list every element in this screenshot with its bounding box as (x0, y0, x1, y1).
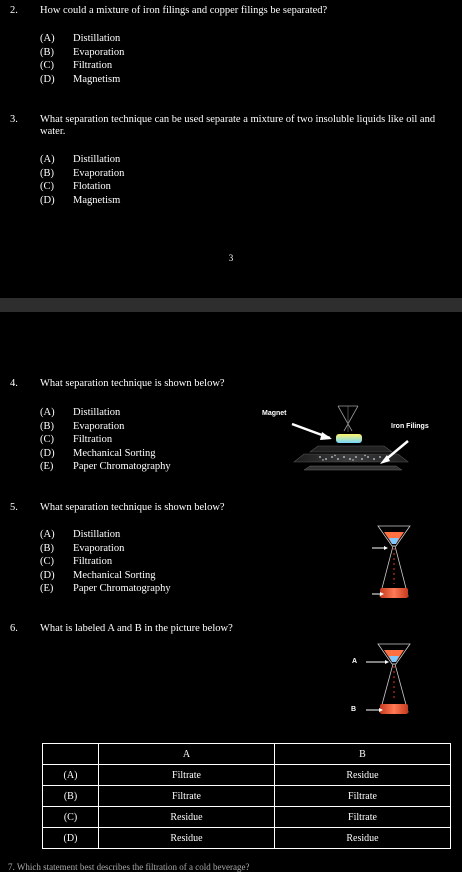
question-5-number: 5. (10, 502, 18, 513)
iron-filings-label: Iron Filings (391, 423, 429, 430)
table-cell: Residue (275, 765, 451, 786)
table-row (43, 807, 451, 828)
option: (C) Filtration (40, 60, 113, 71)
option: (E) Paper Chromatography (40, 461, 171, 472)
table-cell: (D) (43, 828, 99, 849)
question-4-number: 4. (10, 378, 18, 389)
question-3-number: 3. (10, 114, 18, 125)
table-cell: Filtrate (275, 807, 451, 828)
next-question-partial: 7. Which statement best describes the filtration of a cold beverage? (8, 862, 250, 872)
label-b: B (351, 706, 357, 713)
table-header-cell: B (275, 744, 451, 765)
option: (A) Distillation (40, 407, 121, 418)
question-5-options (40, 528, 171, 596)
table-cell: Filtrate (275, 786, 451, 807)
question-5-text: What separation technique is shown below? (40, 502, 225, 513)
label-a: A (352, 658, 358, 665)
table-header-cell: A (99, 744, 275, 765)
option: (C) Filtration (40, 556, 113, 567)
page-number: 3 (228, 253, 234, 263)
question-2-text: How could a mixture of iron filings and copper filings be separated? (40, 5, 328, 16)
page-divider (0, 298, 462, 312)
table-row (43, 828, 451, 849)
option: (D) Mechanical Sorting (40, 569, 156, 581)
table-cell: (B) (43, 786, 99, 807)
option: (A) Distillation (40, 33, 121, 44)
option: (A) Distillation (40, 529, 121, 540)
filtration-diagram-labeled (358, 640, 418, 722)
option: (D) Mechanical Sorting (40, 447, 156, 459)
answer-table (42, 743, 451, 849)
question-2-number: 2. (10, 5, 18, 16)
table-row (43, 765, 451, 786)
option: (B) Evaporation (40, 46, 125, 58)
question-2-options (40, 32, 124, 86)
option: (A) Distillation (40, 154, 121, 165)
question-4-options (40, 406, 171, 474)
table-header-row (43, 744, 451, 765)
question-3-text: What separation technique can be used separate a mixture of two insoluble liquids like oil and water. (40, 114, 436, 137)
option: (C) Filtration (40, 434, 113, 445)
question-6-text: What is labeled A and B in the picture below? (40, 623, 233, 634)
option: (C) Flotation (40, 181, 111, 192)
table-cell: Filtrate (99, 765, 275, 786)
table-cell: Residue (99, 828, 275, 849)
table-cell: (C) (43, 807, 99, 828)
table-cell: (A) (43, 765, 99, 786)
option: (B) Evaporation (40, 167, 125, 179)
option: (E) Paper Chromatography (40, 583, 171, 594)
table-cell: Filtrate (99, 786, 275, 807)
filtration-diagram (370, 522, 418, 606)
magnet-label: Magnet (262, 410, 287, 417)
option: (D) Magnetism (40, 73, 121, 85)
question-4-text: What separation technique is shown below? (40, 378, 225, 389)
table-row (43, 786, 451, 807)
table-header-cell (43, 744, 99, 765)
table-cell: Residue (275, 828, 451, 849)
question-6-number: 6. (10, 623, 18, 634)
option: (B) Evaporation (40, 542, 125, 554)
table-cell: Residue (99, 807, 275, 828)
question-3-options (40, 153, 124, 207)
option: (B) Evaporation (40, 420, 125, 432)
option: (D) Magnetism (40, 194, 121, 206)
